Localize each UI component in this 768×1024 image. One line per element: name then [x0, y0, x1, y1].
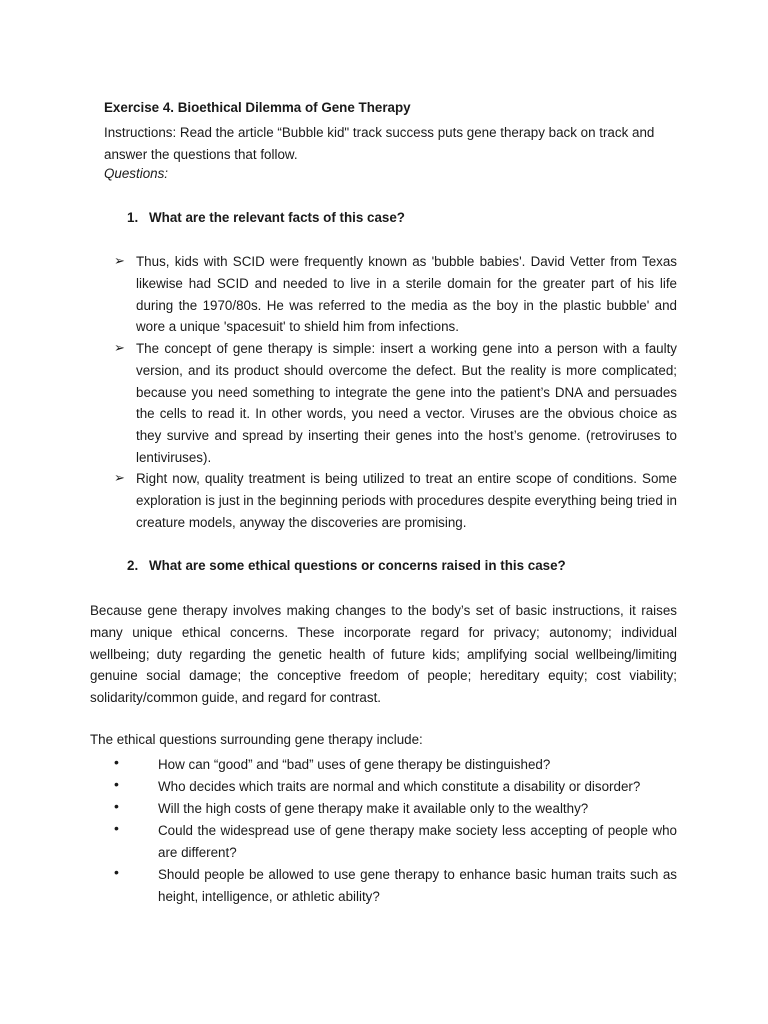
list-item: Will the high costs of gene therapy make it available only to the wealthy?: [158, 801, 589, 816]
arrow-bullet-icon: ➢: [114, 253, 125, 268]
question-2-number: 2.: [127, 558, 139, 573]
instructions-text: Instructions: Read the article “Bubble kid" track success puts gene therapy back on track and answer the questions that follow.: [104, 125, 655, 162]
bullet-icon: •: [114, 820, 119, 836]
list-item: How can “good” and “bad” uses of gene therapy be distinguished?: [158, 757, 551, 772]
bullet-icon: •: [114, 798, 119, 814]
list-item: Who decides which traits are normal and which constitute a disability or disorder?: [158, 779, 641, 794]
list-intro: The ethical questions surrounding gene therapy include:: [90, 732, 423, 747]
fact-bullet-1: Thus, kids with SCID were frequently known as 'bubble babies'. David Vetter from Texas likewise had SCID and needed to live in a sterile domain for the greater part of his life during the 1970/80s. He was referred to the media as the boy in the plastic bubble' and wore a unique 'spacesuit' to shield him from infections.: [136, 254, 677, 335]
fact-bullet-2: The concept of gene therapy is simple: insert a working gene into a person with a faulty version, and its product should overcome the defect. But the reality is more complicated; because you need something to integrate the gene into the patient’s DNA and persuades the cells to read it. In other words, you need a vector. Viruses are the obvious choice as they survive and spread by inserting their genes into the host’s genome. (retroviruses to lentiviruses).: [136, 341, 677, 465]
list-item: Could the widespread use of gene therapy make society less accepting of people who are different?: [158, 823, 677, 860]
ethical-concerns-paragraph: Because gene therapy involves making changes to the body’s set of basic instructions, it raises many unique ethical concerns. These incorporate regard for privacy; autonomy; individual wellbeing; duty regarding the genetic health of future kids; amplifying social wellbeing/limiting genuine social damage; the conceptive freedom of people; hereditary equity; cost viability; solidarity/common guide, and regard for contrast.: [90, 603, 677, 706]
document-title: Exercise 4. Bioethical Dilemma of Gene Therapy: [104, 100, 411, 115]
bullet-icon: •: [114, 776, 119, 792]
question-1-number: 1.: [127, 210, 139, 225]
question-1-text: What are the relevant facts of this case?: [149, 210, 405, 225]
bullet-icon: •: [114, 754, 119, 770]
questions-label: Questions:: [104, 166, 169, 181]
bullet-icon: •: [114, 864, 119, 880]
arrow-bullet-icon: ➢: [114, 340, 125, 355]
fact-bullet-3: Right now, quality treatment is being utilized to treat an entire scope of conditions. Some exploration is just in the beginning periods with procedures despite everything being tried in creature models, anyway the discoveries are promising.: [136, 471, 677, 530]
question-2-text: What are some ethical questions or concerns raised in this case?: [149, 558, 566, 573]
list-item: Should people be allowed to use gene therapy to enhance basic human traits such as height, intelligence, or athletic ability?: [158, 867, 677, 904]
arrow-bullet-icon: ➢: [114, 470, 125, 485]
